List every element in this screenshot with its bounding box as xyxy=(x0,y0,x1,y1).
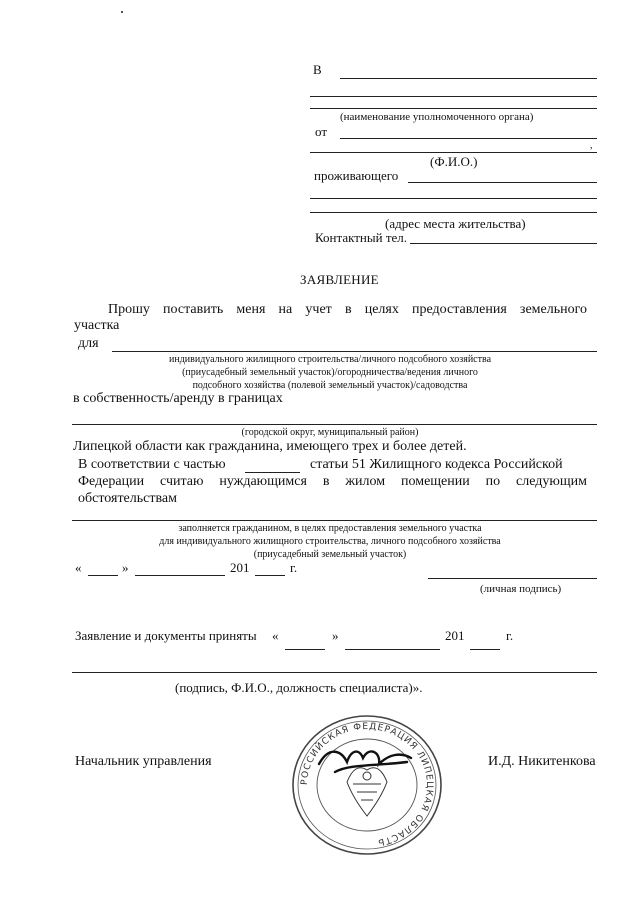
coat-of-arms-emblem xyxy=(347,768,387,816)
fill-caption-3: (приусадебный земельный участок) xyxy=(253,549,407,560)
purpose-caption-3: подсобного хозяйства (полевой земельный участок)/садоводства xyxy=(192,380,468,391)
district-caption: (городской округ, муниципальный район) xyxy=(241,427,419,438)
accordance-start: В соответствии с частью xyxy=(78,457,226,472)
date-close-quote: » xyxy=(122,560,129,575)
authority-field-line-3[interactable] xyxy=(310,108,597,109)
comma-mark: , xyxy=(590,140,593,151)
article-part-field-line[interactable] xyxy=(245,472,300,473)
accepted-month-field[interactable] xyxy=(345,649,440,650)
request-line-1: Прошу поставить меня на учет в целях предоставления земельного xyxy=(108,302,587,317)
date-year-suffix: г. xyxy=(290,560,298,575)
document-title: ЗАЯВЛЕНИЕ xyxy=(300,272,379,287)
accepted-year-prefix: 201 xyxy=(445,628,465,643)
date-year-prefix: 201 xyxy=(230,560,250,575)
fio-caption: (Ф.И.О.) xyxy=(430,154,478,169)
date-open-quote: « xyxy=(75,560,82,575)
address-field-line-3[interactable] xyxy=(310,212,597,213)
accepted-day-field[interactable] xyxy=(285,649,325,650)
fio-field-line-2[interactable] xyxy=(310,152,597,153)
federation-line: Федерации считаю нуждающимся в жилом помещении по следующим xyxy=(78,474,587,489)
date-year-field[interactable] xyxy=(255,575,285,576)
accepted-label: Заявление и документы приняты xyxy=(75,628,257,643)
specialist-caption: (подпись, Ф.И.О., должность специалиста)». xyxy=(175,680,423,695)
official-seal-stamp xyxy=(289,712,445,858)
authority-field-line-2[interactable] xyxy=(310,96,597,97)
address-caption: (адрес места жительства) xyxy=(385,216,526,231)
phone-label: Контактный тел. xyxy=(315,230,408,245)
residing-label: проживающего xyxy=(314,168,399,183)
fill-caption-2: для индивидуального жилищного строительства, личного подсобного хозяйства xyxy=(159,536,501,547)
scan-speck xyxy=(121,11,123,13)
fio-field-line-1[interactable] xyxy=(340,138,597,139)
purpose-caption-2: (приусадебный земельный участок)/огородничества/ведения личного xyxy=(182,367,478,378)
footer-position: Начальник управления xyxy=(75,754,212,769)
address-field-line-2[interactable] xyxy=(310,198,597,199)
seal-ring-text: РОССИЙСКАЯ ФЕДЕРАЦИЯ ЛИПЕЦКАЯ ОБЛАСТЬ xyxy=(299,721,435,848)
authority-caption: (наименование уполномоченного органа) xyxy=(340,111,534,123)
signature-caption: (личная подпись) xyxy=(480,583,562,595)
circumstances-label: обстоятельствам xyxy=(78,491,177,506)
region-text: Липецкой области как гражданина, имеющего трех и более детей. xyxy=(73,439,467,454)
accepted-open-quote: « xyxy=(272,628,279,643)
request-line-2: участка xyxy=(74,318,120,333)
district-field-line[interactable] xyxy=(72,424,597,425)
accordance-end: статьи 51 Жилищного кодекса Российской xyxy=(310,457,563,472)
fill-caption-1: заполняется гражданином, в целях предоставления земельного участка xyxy=(178,523,482,534)
authority-field-line-1[interactable] xyxy=(340,78,597,79)
from-prefix: от xyxy=(315,124,328,139)
circumstances-field-line[interactable] xyxy=(72,520,597,521)
ownership-text: в собственность/аренду в границах xyxy=(73,391,283,406)
date-month-field[interactable] xyxy=(135,575,225,576)
purpose-field-line[interactable] xyxy=(112,351,597,352)
for-label: для xyxy=(78,336,99,351)
phone-field-line[interactable] xyxy=(410,243,597,244)
specialist-field-line[interactable] xyxy=(72,672,597,673)
to-prefix: В xyxy=(313,62,322,77)
address-field-line-1[interactable] xyxy=(408,182,597,183)
accepted-year-field[interactable] xyxy=(470,649,500,650)
date-day-field[interactable] xyxy=(88,575,118,576)
purpose-caption-1: индивидуального жилищного строительства/личного подсобного хозяйства xyxy=(168,354,492,365)
signature-field-line[interactable] xyxy=(428,578,597,579)
accepted-close-quote: » xyxy=(332,628,339,643)
accepted-year-suffix: г. xyxy=(506,628,514,643)
footer-name: И.Д. Никитенкова xyxy=(488,754,596,769)
